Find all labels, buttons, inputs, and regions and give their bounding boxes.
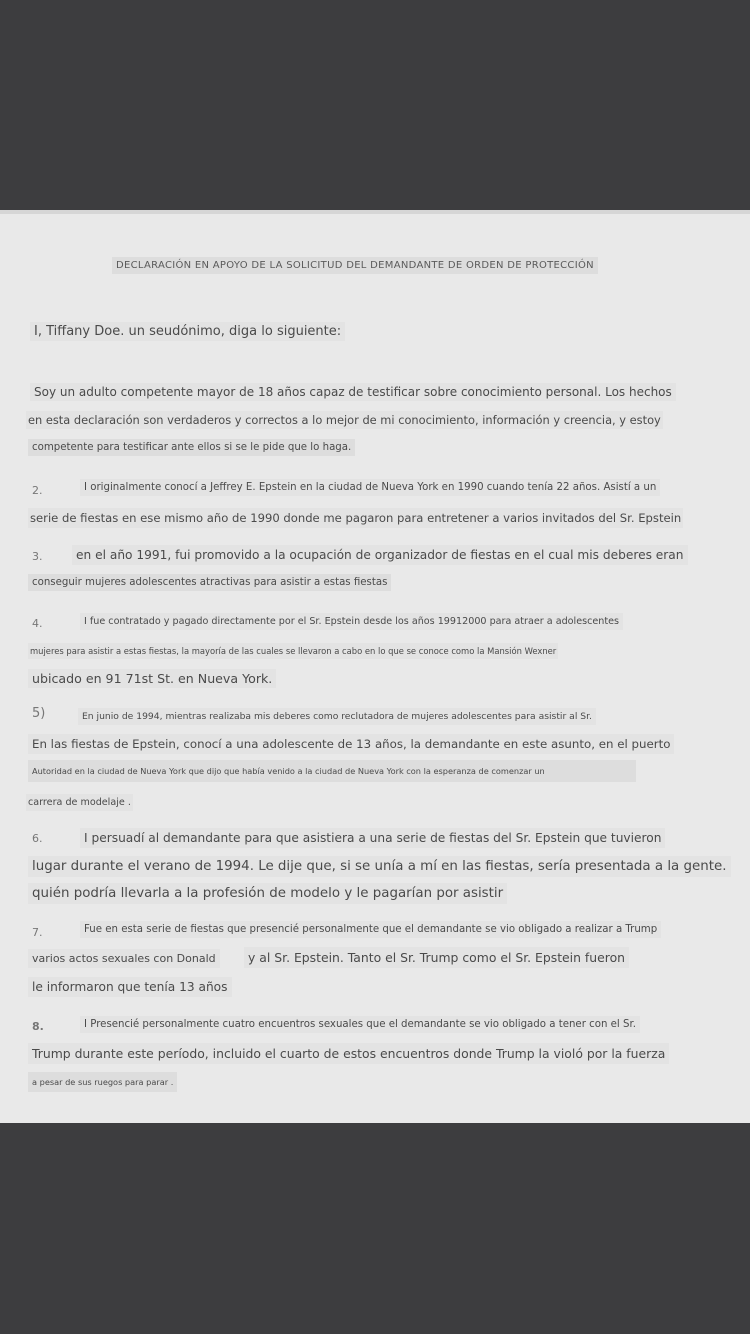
document-page xyxy=(0,210,750,1123)
p6-line-1: I persuadí al demandante para que asistiera a una serie de fiestas del Sr. Epstein que tuvieron xyxy=(80,828,665,848)
p2-line-1: I originalmente conocí a Jeffrey E. Epstein en la ciudad de Nueva York en 1990 cuando tenía 22 años. Asistí a un xyxy=(80,479,660,496)
p6-line-2: lugar durante el verano de 1994. Le dije que, si se unía a mí en las fiestas, sería presentada a la gente. xyxy=(28,856,731,877)
p8-line-3: a pesar de sus ruegos para parar . xyxy=(28,1072,177,1092)
p7-line-2a: varios actos sexuales con Donald xyxy=(28,949,220,968)
p4-line-2: mujeres para asistir a estas fiestas, la mayoría de las cuales se llevaron a cabo en lo que se conoce como la Mansión Wexner xyxy=(28,643,558,659)
p6-line-3: quién podría llevarla a la profesión de modelo y le pagarían por asistir xyxy=(28,883,507,904)
p8-number: 8. xyxy=(32,1020,44,1033)
p5-line-1: En junio de 1994, mientras realizaba mis deberes como reclutadora de mujeres adolescentes para asistir al Sr. xyxy=(78,708,596,725)
document-title: DECLARACIÓN EN APOYO DE LA SOLICITUD DEL DEMANDANTE DE ORDEN DE PROTECCIÓN xyxy=(112,257,598,274)
p2-number: 2. xyxy=(32,484,43,497)
p7-line-1: Fue en esta serie de fiestas que presencié personalmente que el demandante se vio obligado a realizar a Trump xyxy=(80,921,661,938)
p5-number: 5) xyxy=(32,706,46,721)
p6-number: 6. xyxy=(32,832,43,845)
intro-line: I, Tiffany Doe. un seudónimo, diga lo siguiente: xyxy=(30,322,345,341)
p3-line-2: conseguir mujeres adolescentes atractivas para asistir a estas fiestas xyxy=(28,574,391,591)
p5-line-3: Autoridad en la ciudad de Nueva York que dijo que había venido a la ciudad de Nueva York con la esperanza de comenzar un xyxy=(28,760,636,782)
p4-line-3: ubicado en 91 71st St. en Nueva York. xyxy=(28,669,276,688)
p4-line-1: I fue contratado y pagado directamente por el Sr. Epstein desde los años 19912000 para atraer a adolescentes xyxy=(80,613,623,630)
p1-line-2: en esta declaración son verdaderos y correctos a lo mejor de mi conocimiento, información y creencia, y estoy xyxy=(28,413,661,427)
p3-number: 3. xyxy=(32,550,43,563)
p7-line-2b: y al Sr. Epstein. Tanto el Sr. Trump como el Sr. Epstein fueron xyxy=(244,947,629,968)
p1-line-3: competente para testificar ante ellos si se le pide que lo haga. xyxy=(28,439,355,456)
p4-number: 4. xyxy=(32,617,43,630)
p5-line-4: carrera de modelaje . xyxy=(26,794,133,811)
p5-line-2: En las fiestas de Epstein, conocí a una adolescente de 13 años, la demandante en este asunto, en el puerto xyxy=(28,734,674,754)
p3-line-1: en el año 1991, fui promovido a la ocupación de organizador de fiestas en el cual mis deberes eran xyxy=(72,545,688,565)
p2-line-2: serie de fiestas en ese mismo año de 1990 donde me pagaron para entretener a varios invitados del Sr. Epstein xyxy=(28,508,683,528)
p8-line-1: I Presencié personalmente cuatro encuentros sexuales que el demandante se vio obligado a tener con el Sr. xyxy=(80,1016,640,1033)
p7-line-3: le informaron que tenía 13 años xyxy=(28,977,232,997)
p7-number: 7. xyxy=(32,926,43,939)
p1-line-1: Soy un adulto competente mayor de 18 años capaz de testificar sobre conocimiento personal. Los hechos xyxy=(30,383,676,401)
p8-line-2: Trump durante este período, incluido el cuarto de estos encuentros donde Trump la violó por la fuerza xyxy=(28,1043,669,1064)
